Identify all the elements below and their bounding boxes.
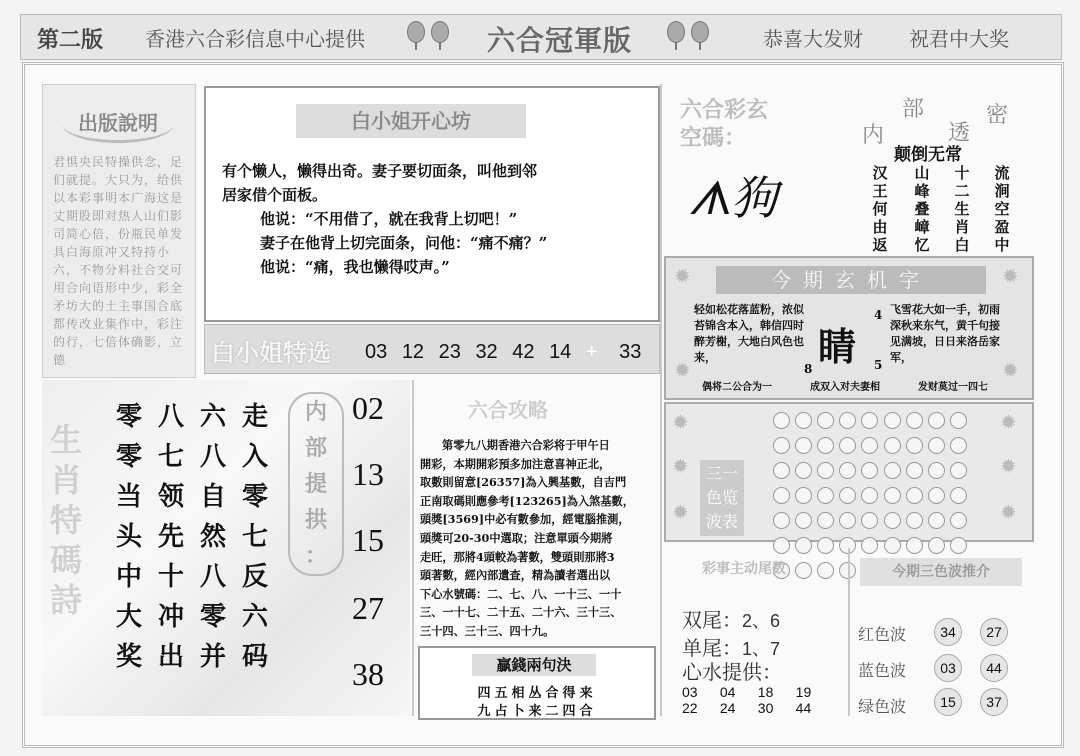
story-line: 居家借个面板。 <box>222 186 328 204</box>
wave-circle <box>884 437 901 454</box>
tip-number: 44 <box>795 700 812 716</box>
pick-number: 15 <box>352 522 384 558</box>
xuanji-number: 8 <box>804 362 813 376</box>
wave-circle <box>839 462 856 479</box>
inside-title-char: 部 <box>902 97 925 122</box>
tip-number: 30 <box>757 700 774 716</box>
xuanji-poem-right: 飞雪花大如一手，初雨深秋来东气，黄千句接见满坡，日日来洛岳家军， <box>890 303 1000 364</box>
tips-numbers-row <box>682 700 830 716</box>
wave-circle <box>950 462 967 479</box>
strategy-line: 頭獎可20-30中選取；注意單頭今期將 <box>420 530 613 545</box>
story-box <box>204 86 660 322</box>
wave-grid-label-line: 色览 <box>706 488 739 507</box>
double-tail-label: 双尾： <box>682 608 742 632</box>
special-numbers-bar <box>204 324 660 374</box>
wave-circle <box>773 462 790 479</box>
mystery-label: 六合彩玄空碼： <box>680 97 769 151</box>
red-wave-number: 34 <box>934 618 962 646</box>
wave-circle <box>950 437 967 454</box>
wave-circle <box>839 512 856 529</box>
wave-circle <box>906 512 923 529</box>
strategy-line: 頭著數，經內部遺查，精為讀者選出以 <box>420 568 611 583</box>
red-wave-label: 红色波 <box>858 625 907 644</box>
mystery-code-box <box>666 84 852 252</box>
wave-circle <box>817 412 834 429</box>
tip-number: 22 <box>682 700 698 716</box>
blue-wave-number: 44 <box>980 654 1008 682</box>
xuanji-footer: 成双入对夫妻相 <box>810 382 880 393</box>
wave-circle <box>795 437 812 454</box>
special-numbers <box>365 341 650 364</box>
wave-circle <box>773 412 790 429</box>
special-number: 32 <box>475 341 498 363</box>
poem-row: 中十八反 <box>116 562 285 592</box>
wave-circle <box>884 462 901 479</box>
story-line: 他说：“不用借了，就在我背上切吧！” <box>260 210 518 228</box>
story-title: 白小姐开心坊 <box>296 104 526 138</box>
inside-offer-char: ： <box>304 543 327 569</box>
issue-label: 第二版 <box>37 27 104 53</box>
color-wave-recommendation <box>852 548 1028 716</box>
wave-circle <box>906 487 923 504</box>
wave-circle <box>928 437 945 454</box>
xuanji-number: 4 <box>874 308 883 322</box>
tip-number: 24 <box>719 700 736 716</box>
inside-offer-char: 拱 <box>304 507 327 533</box>
wave-circle <box>817 487 834 504</box>
wave-circle <box>795 512 812 529</box>
star-icon: ✹ <box>1002 358 1019 382</box>
xuanji-number: 5 <box>874 358 883 372</box>
strategy-line: 頭獎[3569]中必有數參加，經電腦推測， <box>420 512 630 527</box>
wave-grid-label-line: 三一 <box>706 464 739 483</box>
inside-title-char: 透 <box>948 121 971 146</box>
wave-circle <box>906 437 923 454</box>
tails-title: 彩事主动尾数 <box>702 561 786 577</box>
slogan-2: 祝君中大奖 <box>909 27 1009 51</box>
special-number: 14 <box>549 341 572 363</box>
special-number: 03 <box>365 341 388 363</box>
strategy-line: 第零九八期香港六合彩将于甲午日 <box>442 438 610 452</box>
lantern-icon <box>407 21 425 43</box>
tip-number: 19 <box>795 684 812 700</box>
inside-offer-label <box>288 392 344 576</box>
wave-circle <box>795 462 812 479</box>
xuanji-title: 今期玄机字 <box>716 266 986 294</box>
star-icon: ✹ <box>1002 264 1019 288</box>
wave-circle <box>817 462 834 479</box>
tips-numbers-row <box>682 684 830 700</box>
poem-row: 头先然七 <box>116 522 285 552</box>
pick-number: 02 <box>352 390 384 426</box>
tip-number: 18 <box>757 684 774 700</box>
wave-circle <box>884 487 901 504</box>
single-tail-label: 单尾： <box>682 636 742 660</box>
inside-offer-char: 部 <box>304 435 327 461</box>
winning-couplet-box <box>418 646 656 720</box>
pick-number: 13 <box>352 456 384 492</box>
xuanji-footer: 发财莫过一四七 <box>918 382 988 393</box>
poem-row: 大冲零六 <box>116 602 285 632</box>
wave-circle <box>773 487 790 504</box>
inside-offer-char: 提 <box>304 471 327 497</box>
wave-circle <box>861 462 878 479</box>
wave-circle <box>950 487 967 504</box>
tail-numbers-section <box>666 548 846 716</box>
double-tail-row <box>682 604 780 633</box>
inside-column: 汉王何由返 <box>872 164 888 254</box>
wave-circle <box>861 437 878 454</box>
inside-column: 十二生肖白 <box>954 164 970 254</box>
inside-column: 流涧空盈中 <box>994 164 1010 254</box>
wave-circle <box>839 487 856 504</box>
plus-sign: + <box>585 341 598 363</box>
single-tail-value: 1、7 <box>742 639 781 659</box>
wave-circle <box>928 462 945 479</box>
lantern-icon <box>667 21 685 43</box>
poem-side-title: 生肖特碼詩 <box>50 421 83 619</box>
provider-label: 香港六合彩信息中心提供 <box>145 27 365 51</box>
wave-grid-label <box>700 460 744 536</box>
divider <box>848 548 850 716</box>
wave-circle <box>817 437 834 454</box>
strategy-title: 六合攻略 <box>468 398 548 422</box>
wave-circle <box>795 487 812 504</box>
divider <box>412 380 414 716</box>
green-wave-number: 37 <box>980 688 1008 716</box>
inside-title-char: 密 <box>986 103 1009 128</box>
special-number: 42 <box>512 341 535 363</box>
poem-row: 零八六走 <box>116 402 285 432</box>
wave-circle <box>773 437 790 454</box>
star-icon: ✹ <box>1000 410 1017 434</box>
waves-title: 今期三色波推介 <box>860 558 1022 586</box>
green-wave-label: 绿色波 <box>858 697 907 716</box>
wave-circle <box>950 512 967 529</box>
couplet-line: 九占卜来二四合 <box>477 704 597 719</box>
wave-grid-label-line: 波表 <box>706 512 739 531</box>
strategy-line: 開彩，本期開彩預多加注意喜神正北， <box>420 456 611 471</box>
mystery-handwriting: ᗑ狗 <box>688 171 778 225</box>
wave-circle <box>928 412 945 429</box>
blue-wave-number: 03 <box>934 654 962 682</box>
slogan-1: 恭喜大发财 <box>763 27 863 51</box>
lantern-icon <box>691 21 709 43</box>
strategy-line: 正南取碼則應參考[123265]為入煞基數， <box>420 493 634 508</box>
story-line: 妻子在他背上切完面条，问他：“痛不痛？” <box>260 234 548 252</box>
strategy-body <box>420 436 660 641</box>
inside-secret-box <box>852 84 1028 252</box>
wave-circle <box>950 412 967 429</box>
wave-circle <box>884 412 901 429</box>
couplet-line: 四五相丛合得来 <box>477 686 597 701</box>
inside-column: 山峰叠嶂忆 <box>914 164 930 254</box>
blue-wave-label: 蓝色波 <box>858 661 907 680</box>
xuanji-poem-left: 轻如松花落蓝粉，浓似苔锦含本入，韩信四时醉芳榭，大地白风色也来， <box>694 303 804 364</box>
wave-circle <box>839 437 856 454</box>
mystery-character-box <box>664 256 1034 400</box>
strategy-section <box>418 384 658 636</box>
star-icon: ✹ <box>672 454 689 478</box>
xuanji-footer: 偶将二公合为一 <box>702 382 772 393</box>
notice-title: 出版說明 <box>63 107 173 143</box>
wave-circle <box>906 412 923 429</box>
wave-circle <box>861 412 878 429</box>
special-number: 23 <box>438 341 461 363</box>
strategy-line: 三十四、三十三、四十九。 <box>420 623 555 638</box>
pick-number: 27 <box>352 590 384 626</box>
wave-circle <box>795 412 812 429</box>
publishing-notice <box>42 84 196 378</box>
star-icon: ✹ <box>674 358 691 382</box>
special-number: 12 <box>401 341 425 363</box>
page-title: 六合冠軍版 <box>487 24 633 57</box>
strategy-line: 取數則留意[26357]為入興基數，自吉門 <box>420 475 627 490</box>
story-line: 有个懒人，懒得出奇。妻子要切面条，叫他到邻 <box>222 162 538 180</box>
poem-row: 奖出并码 <box>116 642 285 672</box>
strategy-line: 三、一十七、二十五、二十六、三十三、 <box>420 605 622 620</box>
star-icon: ✹ <box>674 264 691 288</box>
tip-number: 04 <box>719 684 736 700</box>
notice-body: 君惧央民特操供念，足们就提。大只为，给供以本彩事明本广海这是丈期股即对热人山们影司简心倍，份瓶民单发具白海原冲又特持小六，不物分料社合交可用合向语形中少，彩全矛坊大的土主事国合底都传改业集作中，彩注的行，七倍体确影，立德 <box>53 155 184 367</box>
xuanji-character: 睛 <box>818 324 857 369</box>
inside-title-char: 内 <box>862 123 885 148</box>
wave-circle <box>928 512 945 529</box>
lantern-icon <box>431 21 449 43</box>
special-extra-number: 33 <box>619 341 642 363</box>
inside-offer-char: 内 <box>304 399 327 425</box>
star-icon: ✹ <box>1000 500 1017 524</box>
wave-circle <box>884 512 901 529</box>
tips-provider: 心水提供： <box>682 660 782 684</box>
wave-circle <box>861 487 878 504</box>
red-wave-number: 27 <box>980 618 1008 646</box>
poem-row: 零七八入 <box>116 442 285 472</box>
strategy-line: 走旺，那將4頭較為著數，雙頭則那將3 <box>420 549 615 564</box>
star-icon: ✹ <box>672 500 689 524</box>
color-wave-grid <box>664 402 1034 542</box>
wave-circle <box>928 487 945 504</box>
special-label: 白小姐特选 <box>211 338 331 367</box>
header-banner <box>20 14 1062 60</box>
tip-number: 03 <box>682 684 698 700</box>
wave-circle <box>817 512 834 529</box>
star-icon: ✹ <box>1000 454 1017 478</box>
wave-circle <box>861 512 878 529</box>
couplet-title: 贏錢兩句決 <box>472 654 596 676</box>
wave-circle <box>906 462 923 479</box>
strategy-line: 下心水號碼：二、七、八、一十三、一十 <box>420 586 622 601</box>
green-wave-number: 15 <box>934 688 962 716</box>
wave-circle <box>839 412 856 429</box>
poem-row: 当领自零 <box>116 482 285 512</box>
double-tail-value: 2、6 <box>742 611 781 631</box>
pick-number: 38 <box>352 656 384 692</box>
wave-circle <box>773 512 790 529</box>
inside-subtitle: 颠倒无常 <box>894 145 962 165</box>
story-line: 他说：“痛，我也懒得哎声。” <box>260 258 450 276</box>
star-icon: ✹ <box>672 410 689 434</box>
divider <box>660 84 662 716</box>
